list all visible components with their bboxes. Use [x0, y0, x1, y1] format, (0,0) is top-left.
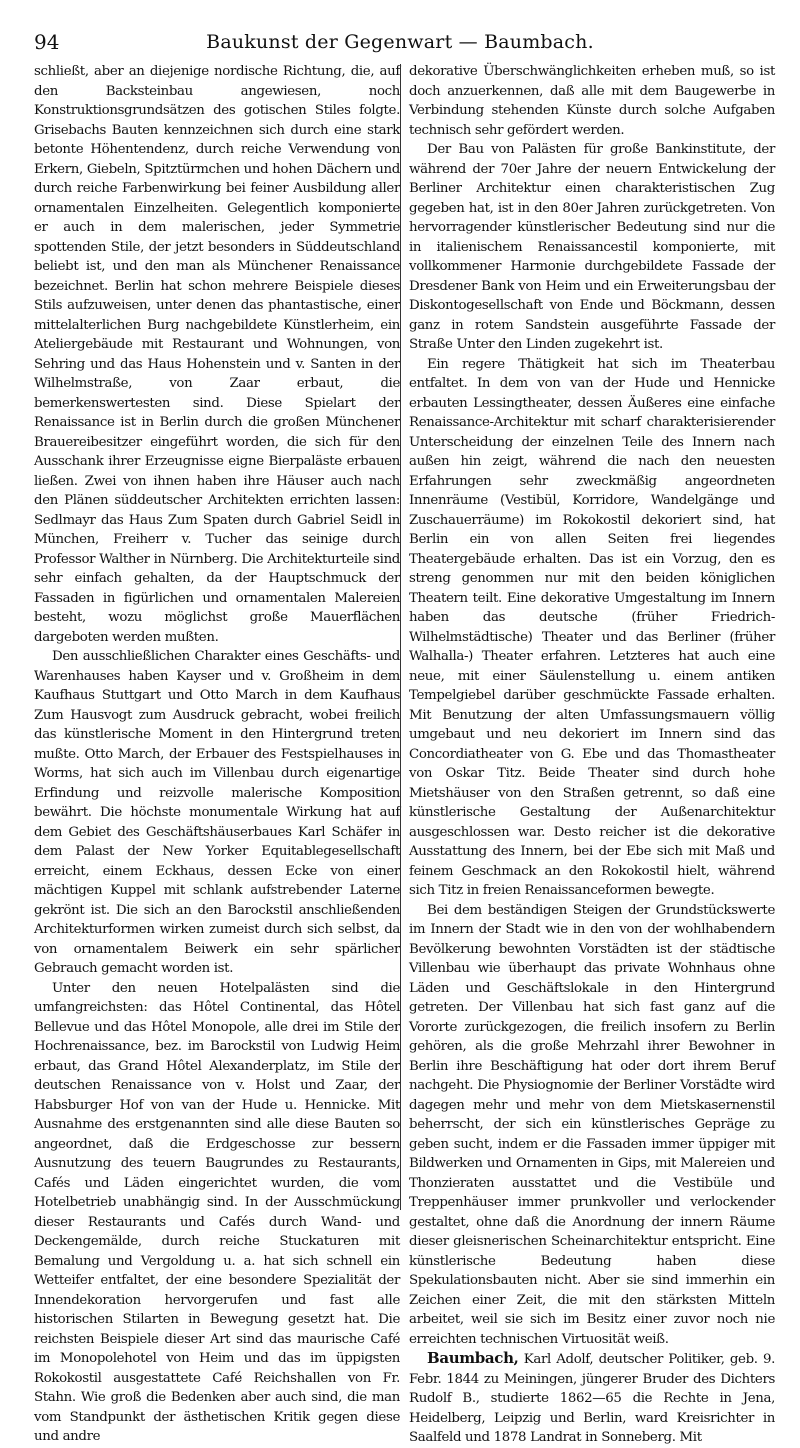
right-column [409, 62, 775, 1448]
paragraph: Der Bau von Palästen für große Bankinstitute, der während der 70er Jahre der neuern Entwickelung der Berliner Architektur einen charakteristischen Zug gegeben hat, ist in den 80er Jahren zurückgetreten. Von hervorragender künstlerischer Bedeutung sind nur die in italienischem Renaissancestil komponierte, mit vollkommener Harmonie durchgebildete Fassade der Dresdener Bank von Heim und ein Erweiterungsbau der Diskontogesellschaft von Ende und Böckmann, dessen ganz in rotem Sandstein ausgeführte Fassade der Straße Unter den Linden zugekehrt ist. [409, 142, 775, 352]
paragraph: Ein regere Thätigkeit hat sich im Theaterbau entfaltet. In dem von van der Hude und Hennicke erbauten Lessingtheater, dessen Äußeres eine einfache Renaissance-Architektur mit scharf charakterisierender Unterscheidung der einzelnen Teile des Innern nach außen hin zeigt, während die nach den neuesten Erfahrungen sehr zweckmäßig angeordneten Innenräume (Vestibül, Korridore, Wandelgänge und Zuschauerräume) im Rokokostil dekoriert sind, hat Berlin ein von allen Seiten frei liegendes Theatergebäude erhalten. Das ist ein Vorzug, den es streng genommen nur mit den beiden königlichen Theatern teilt. Eine dekorative Umgestaltung im Innern haben das deutsche (früher Friedrich-Wilhelmstädtische) Theater und das Berliner (früher Walhalla-) Theater erfahren. Letzteres hat auch eine neue, mit einer Säulenstellung u. einem antiken Tempelgiebel darüber geschmückte Fassade erhalten. Mit Benutzung der alten Umfassungsmauern völlig umgebaut und neu dekoriert im Innern sind das Concordiatheater von G. Ebe und das Thomastheater von Oskar Titz. Beide Theater sind durch hohe Mietshäuser von den Straßen getrennt, so daß eine künstlerische Gestaltung der Außenarchitektur ausgeschlossen war. Desto reicher ist die dekorative Ausstattung des Innern, bei der Ebe sich mit Maß und feinem Geschmack an den Rokokostil hielt, während sich Titz in freien Renaissanceformen bewegte. [409, 356, 775, 898]
paragraph: Bei dem beständigen Steigen der Grundstückswerte im Innern der Stadt wie in den von der wohlhabendern Bevölkerung bewohnten Vorstädten ist der städtische Villenbau wie überhaupt das private Wohnhaus ohne Läden und Geschäftslokale in den Hintergrund getreten. Der Villenbau hat sich fast ganz auf die Vororte zurückgezogen, die freilich insofern zu Berlin gehören, als die große Mehrzahl ihrer Bewohner in Berlin ihre Beschäftigung hat oder dort ihrem Beruf nachgeht. Die Physiognomie der Berliner Vorstädte wird dagegen mehr und mehr von dem Mietskasernenstil beherrscht, der sich ein künstlerisches Gepräge zu geben sucht, indem er die Fassaden immer üppiger mit Bildwerken und Ornamenten in Gips, mit Malereien und Thonzieraten ausstattet und die Vestibüle und Treppenhäuser immer prunkvoller und verlockender gestaltet, ohne daß die Anordnung der innern Räume dieser gleisnerischen Scheinarchitektur entspricht. Eine künstlerische Bedeutung haben diese Spekulationsbauten nicht. Aber sie sind immerhin ein Zeichen einer Zeit, die mit den stärksten Mitteln arbeitet, weil sie sich im Besitz einer zuvor noch nie erreichten technischen Virtuosität weiß. [409, 902, 775, 1347]
paragraph: dekorative Überschwänglichkeiten erheben muß, so ist doch anzuerkennen, daß alle mit dem Baugewerbe in Verbindung stehenden Künste durch solche Aufgaben technisch sehr gefördert werden. [409, 64, 775, 138]
column-divider [400, 64, 401, 1210]
paragraph: Unter den neuen Hotelpalästen sind die umfangreichsten: das Hôtel Continental, das Hôtel Bellevue und das Hôtel Monopole, alle drei im Stile der Hochrenaissance, bez. im Barockstil von Ludwig Heim erbaut, das Grand Hôtel Alexanderplatz, im Stile der deutschen Renaissance von v. Holst und Zaar, der Habsburger Hof von van der Hude u. Hennicke. Mit Ausnahme des erstgenannten sind alle diese Bauten so angeordnet, daß die Erdgeschosse zur bessern Ausnutzung des teuern Baugrundes zu Restaurants, Cafés und Läden eingerichtet wurden, die vom Hotelbetrieb unabhängig sind. In der Ausschmückung dieser Restaurants und Cafés durch Wand- und Deckengemälde, durch reiche Stuckaturen mit Bemalung und Vergoldung u. a. hat sich schnell ein Wetteifer entfaltet, der eine besondere Spezialität der Innendekoration hervorgerufen und fast alle historischen Stilarten in Bewegung gesetzt hat. Die reichsten Beispiele dieser Art sind das maurische Café im Monopolehotel von Heim und das im üppigsten Rokokostil ausgestattete Café Reichshallen von Fr. Stahn. Wie groß die Bedenken aber auch sind, die man vom Standpunkt der ästhetischen Kritik gegen diese und andre [34, 980, 400, 1444]
paragraph: Den ausschließlichen Charakter eines Geschäfts- und Warenhauses haben Kayser und v. Großheim in dem Kaufhaus Stuttgart und Otto March in dem Kaufhaus Zum Hausvogt zum Ausdruck gebracht, wobei freilich das künstlerische Moment in den Hintergrund treten mußte. Otto March, der Erbauer des Festspielhauses in Worms, hat sich auch im Villenbau durch eigenartige Erfindung und reizvolle malerische Komposition bewährt. Die höchste monumentale Wirkung hat auf dem Gebiet des Geschäftshäuserbaues Karl Schäfer in dem Palast der New Yorker Equitablegesellschaft erreicht, einem Eckhaus, dessen Ecke von einer mächtigen Kuppel mit schlank aufstrebender Laterne gekrönt ist. Die sich an den Barockstil anschließenden Architekturformen wirken zumeist durch sich selbst, da von ornamentalem Beiwerk ein sehr spärlicher Gebrauch gemacht worden ist. [34, 649, 400, 976]
entry-headword: Baumbach, [427, 1349, 519, 1367]
encyclopedia-entry [409, 1349, 775, 1448]
page-header [34, 30, 766, 54]
paragraph: schließt, aber an diejenige nordische Richtung, die, auf den Backsteinbau angewiesen, noch Konstruktionsgrundsätzen des gotischen Stiles folgte. Grisebachs Bauten kennzeichnen sich durch eine stark betonte Höhentendenz, durch reiche Verwendung von Erkern, Giebeln, Spitztürmchen und hohen Dächern und durch reiche Farbenwirkung bei feiner Ausbildung aller ornamentalen Einzelheiten. Gelegentlich komponierte er auch in dem malerischen, jeder Symmetrie spottenden Stile, der jetzt besonders in Süddeutschland beliebt ist, und den man als Münchener Renaissance bezeichnet. Berlin hat schon mehrere Beispiele dieses Stils aufzuweisen, unter denen das phantastische, einer mittelalterlichen Burg nachgebildete Künstlerheim, ein Ateliergebäude mit Restaurant und Wohnungen, von Sehring und das Haus Hohenstein und v. Santen in der Wilhelmstraße, von Zaar erbaut, die bemerkenswertesten sind. Diese Spielart der Renaissance ist in Berlin durch die großen Münchener Brauereibesitzer eingeführt worden, die sich für den Ausschank ihrer Erzeugnisse eigne Bierpaläste erbauen ließen. Zwei von ihnen haben ihre Häuser auch nach den Plänen süddeutscher Architekten errichten lassen: Sedlmayr das Haus Zum Spaten durch Gabriel Seidl in München, Freiherr v. Tucher das seinige durch Professor Walther in Nürnberg. Die Architekturteile sind sehr einfach gehalten, da der Hauptschmuck der Fassaden in figürlichen und ornamentalen Malereien besteht, wozu möglichst große Mauerflächen dargeboten werden mußten. [34, 64, 400, 645]
left-column [34, 62, 400, 1447]
running-head: Baukunst der Gegenwart — Baumbach. [206, 31, 594, 53]
page-number: 94 [34, 30, 60, 54]
entry-text: Karl Adolf, deutscher Politiker, geb. 9. Febr. 1844 zu Meiningen, jüngerer Bruder des Dichters Rudolf B., studierte 1862—65 die Rechte in Jena, Heidelberg, Leipzig und Berlin, ward Kreisrichter in Saalfeld und 1878 Landrat in Sonneberg. Mit [409, 1352, 775, 1445]
